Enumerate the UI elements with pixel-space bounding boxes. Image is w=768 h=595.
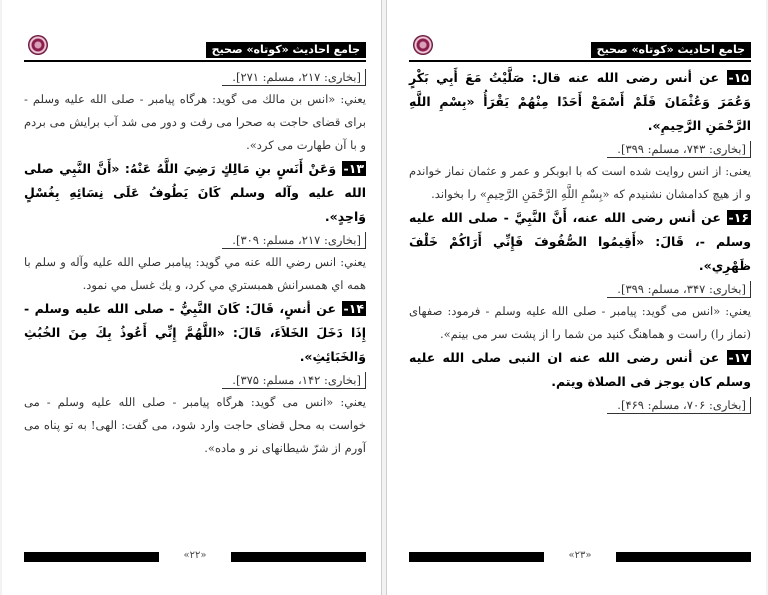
hadith-number: ۱۶-: [728, 210, 749, 225]
hadith-number: ۱۳-: [343, 161, 364, 176]
translation-paragraph: یعنی: از انس روایت شده است که با ابوبکر و عمر و عثمان نماز خواندم و از هیچ کدامشان نشنیدم که «بِسْمِ اللَّهِ الرَّحْمَنِ الرَّحِيمِ» را بخواند.: [409, 164, 751, 201]
source-reference-text: [بخاری: ۷۰۶، مسلم: ۴۶۹].: [607, 397, 751, 414]
right-page: [386, 0, 766, 595]
header-title: جامع احادیث «کوتاه» صحیح: [591, 42, 751, 58]
source-reference: [409, 138, 751, 160]
hadith-number: ۱۷-: [728, 350, 749, 365]
footer-bar-right: [616, 552, 751, 562]
translation-paragraph: یعني: «انس بن مالك مى گويد: هرگاه پيامبر - صلى الله عليه وسلم - براى قضاى حاجت به صحرا مى رفت و دور مى شد آب برايش مى بردم و با آن طهارت مى كرد».: [24, 92, 366, 152]
page-header: [409, 44, 751, 62]
translation-paragraph: يعني: «انس مى گويد: پيامبر - صلى الله عليه وسلم - فرمود: صفهاى (نماز را) راست و هماهنگ كنيد من شما را از پشت سر مى بينم».: [409, 304, 751, 341]
hadith-number: ۱۴-: [343, 301, 365, 316]
page-header: [24, 44, 366, 62]
book-emblem-icon: [413, 35, 433, 55]
page-footer: [24, 549, 366, 563]
hadith-body: عن أنس رضى الله عنه قال: صَلَّيْتُ مَعَ أَبِي بَكْرٍ وَعُمَرَ وَعُثْمَانَ فَلَمْ أَسْمَعْ أَحَدًا مِنْهُمْ يَقْرَأُ «بِسْمِ اللَّهِ الرَّحْمَنِ الرَّحِيمِ».: [409, 70, 751, 133]
page-content: [24, 66, 366, 460]
hadith-text: [409, 66, 751, 138]
source-reference: [24, 66, 366, 88]
source-reference: [24, 369, 366, 391]
page-footer: [409, 549, 751, 563]
source-reference-text: [بخاری: ۳۴۷، مسلم: ۳۹۹].: [607, 281, 751, 298]
source-reference-text: [بخاری: ۲۱۷، مسلم: ۲۷۱].: [222, 69, 366, 86]
page-content: [409, 66, 751, 416]
hadith-body: عن أنس رضى الله عنه، أَنَّ النَّبِيَّ - صلى الله عليه وسلم -، قَالَ: «أَقِيمُوا الصُّفُوفَ فَإِنِّي أَرَاكُمْ خَلْفَ ظَهْرِي».: [409, 210, 751, 273]
hadith-text: [409, 346, 751, 394]
hadith-text: [24, 297, 366, 369]
footer-bar-right: [231, 552, 366, 562]
hadith-body: عن أنسٍ، قَالَ: كَانَ النَّبِيُّ - صلى الله عليه وسلم - إِذَا دَخَلَ الخَلاَءَ، قَالَ: «اللَّهُمَّ إِنِّي أَعُوذُ بِكَ مِنَ الخُبُثِ وَالخَبَائِثِ».: [24, 301, 366, 364]
page-number: «۲۳»: [568, 550, 592, 561]
hadith-body: عن أنس رضى الله عنه ان النبى صلى الله عليه وسلم كان يوجز فى الصلاة ويتم.: [409, 350, 751, 389]
left-page: [2, 0, 382, 595]
source-reference: [409, 278, 751, 300]
hadith-text: [24, 157, 366, 229]
book-emblem-icon: [28, 35, 48, 55]
hadith-body: وَعَنْ أَنَسٍ بنِ مَالِكٍ رَضِيَ اللَّهُ عَنْهُ: «أَنَّ النَّبِي صلى الله عليه وآله وسلم كَانَ يَطُوفُ عَلَى نِسَائِهِ بِغُسْلٍ وَاحِدٍ».: [24, 161, 366, 224]
header-title: جامع احادیث «کوتاه» صحیح: [206, 42, 366, 58]
source-reference-text: [بخاری: ۲۱۷، مسلم: ۳۰۹].: [222, 232, 366, 249]
translation-paragraph: يعني: انس رضي الله عنه مي گويد: پيامبر صلي الله عليه وآله و سلم با همه اي همسرانش همبستري مي كرد، و يك غسل مي نمود.: [24, 255, 366, 292]
source-reference-text: [بخاری: ۱۴۲، مسلم: ۳۷۵].: [222, 372, 366, 389]
source-reference: [409, 394, 751, 416]
page-number: «۲۲»: [183, 550, 207, 561]
source-reference: [24, 229, 366, 251]
hadith-text: [409, 206, 751, 278]
hadith-number: ۱۵-: [728, 70, 749, 85]
source-reference-text: [بخاری: ۷۴۳، مسلم: ۳۹۹].: [607, 141, 751, 158]
translation-paragraph: يعني: «انس مى گويد: هرگاه پيامبر - صلى الله عليه وسلم - مى خواست به محل قضاى حاجت وارد شود، مى گفت: الهى! به تو پناه مى آورم از شرّ شيطانهاى نر و ماده».: [24, 395, 366, 455]
